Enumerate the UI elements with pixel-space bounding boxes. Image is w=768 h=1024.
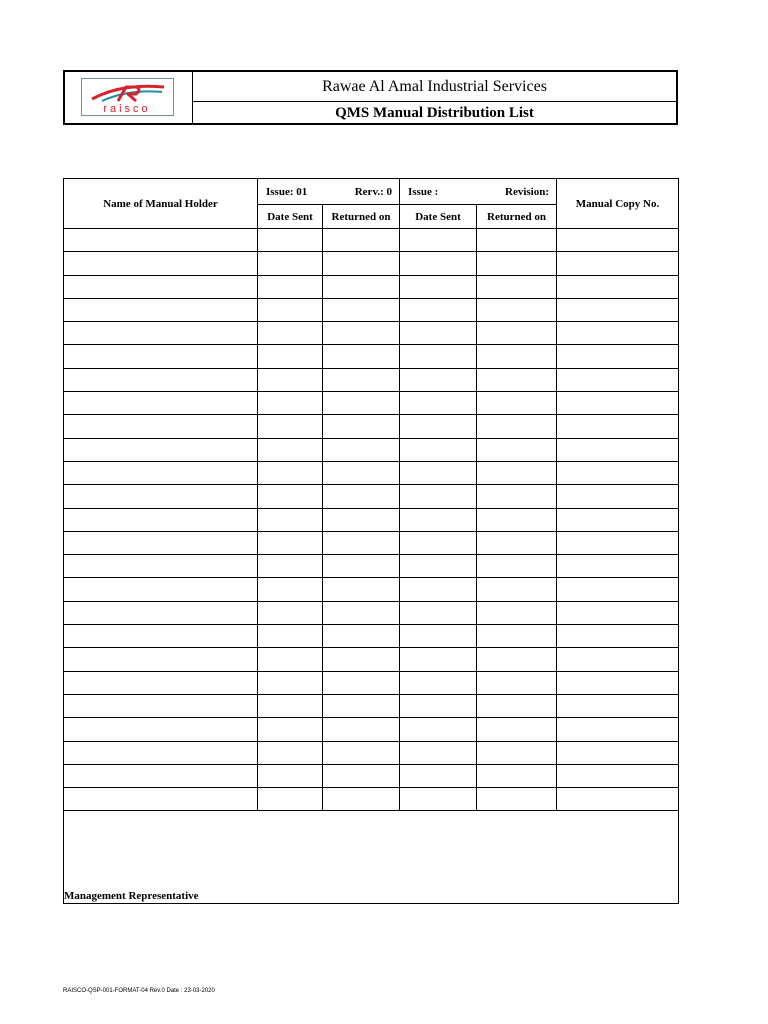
table-cell [323,275,400,298]
table-cell [64,392,258,415]
table-row [64,415,679,438]
table-cell [477,368,557,391]
table-row [64,508,679,531]
header-name-of-manual-holder: Name of Manual Holder [64,179,258,229]
table-cell [557,461,679,484]
table-row [64,555,679,578]
table-cell [64,345,258,368]
table-cell [64,485,258,508]
table-cell [258,485,323,508]
table-cell [477,741,557,764]
table-cell [557,415,679,438]
header-date-sent-2: Date Sent [400,205,477,229]
table-cell [258,578,323,601]
distribution-table [63,178,679,904]
table-cell [64,322,258,345]
table-cell [400,438,477,461]
table-cell [258,648,323,671]
table-cell [477,322,557,345]
header-returned-on-2: Returned on [477,205,557,229]
table-cell [258,438,323,461]
table-cell [557,252,679,275]
table-cell [400,485,477,508]
table-row [64,368,679,391]
table-cell [323,555,400,578]
table-cell [400,252,477,275]
raisco-logo [81,78,174,116]
table-cell [258,252,323,275]
table-cell [557,788,679,811]
table-cell [64,718,258,741]
table-cell [64,578,258,601]
document-title: QMS Manual Distribution List [335,105,534,121]
table-row [64,671,679,694]
table-cell [323,694,400,717]
table-cell [323,741,400,764]
table-cell [477,252,557,275]
table-cell [477,415,557,438]
table-cell [258,345,323,368]
table-row [64,694,679,717]
table-cell [400,461,477,484]
table-cell [557,625,679,648]
table-cell [258,275,323,298]
table-cell [258,671,323,694]
table-cell [400,694,477,717]
table-cell [477,555,557,578]
table-cell [557,438,679,461]
table-cell [400,298,477,321]
table-row [64,648,679,671]
table-cell [64,694,258,717]
logo-mark-icon [82,79,173,115]
table-cell [557,485,679,508]
table-row [64,438,679,461]
table-row [64,485,679,508]
table-cell [64,438,258,461]
table-cell [258,555,323,578]
table-cell [323,578,400,601]
header-returned-on-1: Returned on [323,205,400,229]
table-cell [477,694,557,717]
table-cell [64,764,258,787]
table-cell [400,788,477,811]
table-cell [64,275,258,298]
table-cell [400,718,477,741]
table-cell [557,531,679,554]
table-cell [64,555,258,578]
table-cell [64,788,258,811]
table-row [64,345,679,368]
table-cell [400,764,477,787]
issue-blank-label: Issue : [408,185,439,198]
table-cell [258,718,323,741]
table-cell [64,741,258,764]
table-cell [323,508,400,531]
table-cell [400,601,477,624]
table-cell [557,764,679,787]
table-cell [258,229,323,252]
table-cell [400,531,477,554]
table-cell [400,229,477,252]
document-code: RAISCO-QSP-001-FORMAT-04 Rev.0 Date : 23-03-2020 [63,988,215,994]
table-cell [477,531,557,554]
table-cell [400,648,477,671]
table-cell [258,625,323,648]
header-issue-blank [400,179,557,205]
table-cell [477,671,557,694]
table-cell [477,275,557,298]
header-issue-01 [258,179,400,205]
table-row [64,718,679,741]
table-cell [258,508,323,531]
table-row [64,601,679,624]
table-cell [323,625,400,648]
table-cell [400,415,477,438]
issue-01-label: Issue: 01 [266,185,308,198]
table-cell [400,368,477,391]
signature-area [64,811,679,904]
table-cell [477,345,557,368]
table-cell [557,345,679,368]
table-cell [557,298,679,321]
table-cell [64,671,258,694]
table-cell [400,345,477,368]
table-cell [64,508,258,531]
table-cell [323,322,400,345]
table-cell [323,415,400,438]
table-cell [323,788,400,811]
table-cell [323,485,400,508]
table-cell [323,531,400,554]
table-cell [477,392,557,415]
table-cell [64,461,258,484]
table-cell [477,438,557,461]
table-cell [323,764,400,787]
header-manual-copy-no: Manual Copy No. [557,179,679,229]
table-cell [64,229,258,252]
table-cell [323,438,400,461]
table-row [64,229,679,252]
revision-blank-label: Revision: [505,185,550,198]
table-row [64,578,679,601]
table-cell [64,298,258,321]
table-cell [258,392,323,415]
table-cell [323,392,400,415]
table-cell [477,764,557,787]
table-cell [258,788,323,811]
table-cell [477,485,557,508]
table-body [64,229,679,811]
table-cell [323,718,400,741]
table-cell [258,601,323,624]
table-row [64,531,679,554]
table-cell [400,555,477,578]
table-cell [557,275,679,298]
company-name: Rawae Al Amal Industrial Services [193,72,676,102]
table-row [64,275,679,298]
table-cell [477,508,557,531]
table-cell [64,648,258,671]
table-row [64,322,679,345]
table-cell [400,625,477,648]
table-cell [258,741,323,764]
table-cell [258,322,323,345]
table-cell [557,694,679,717]
table-cell [64,531,258,554]
table-cell [557,601,679,624]
table-cell [477,788,557,811]
table-cell [557,741,679,764]
table-cell [258,368,323,391]
table-cell [64,601,258,624]
table-cell [477,648,557,671]
table-cell [258,298,323,321]
table-cell [64,625,258,648]
table-cell [557,718,679,741]
table-cell [258,694,323,717]
table-cell [400,322,477,345]
table-row [64,461,679,484]
table-row [64,625,679,648]
table-cell [323,345,400,368]
table-cell [477,298,557,321]
table-cell [323,298,400,321]
table-cell [400,671,477,694]
table-cell [323,229,400,252]
table-cell [477,601,557,624]
table-cell [557,671,679,694]
table-cell [400,275,477,298]
table-cell [323,671,400,694]
table-cell [323,252,400,275]
table-cell [258,531,323,554]
table-cell [477,461,557,484]
table-cell [477,718,557,741]
table-row [64,252,679,275]
table-row [64,298,679,321]
table-cell [557,578,679,601]
table-cell [557,648,679,671]
table-cell [64,368,258,391]
table-cell [557,392,679,415]
table-cell [64,252,258,275]
rev-0-label: Rerv.: 0 [354,185,392,198]
table-cell [477,229,557,252]
table-cell [557,368,679,391]
table-cell [258,461,323,484]
table-cell [400,508,477,531]
table-cell [323,648,400,671]
table-cell [477,578,557,601]
table-cell [557,508,679,531]
table-cell [557,229,679,252]
table-cell [64,415,258,438]
table-row [64,764,679,787]
header-date-sent-1: Date Sent [258,205,323,229]
table-cell [477,625,557,648]
table-row [64,741,679,764]
table-cell [323,601,400,624]
table-cell [323,461,400,484]
table-cell [323,368,400,391]
table-cell [258,415,323,438]
table-row [64,788,679,811]
table-cell [400,578,477,601]
logo-cell [65,72,193,123]
table-cell [258,764,323,787]
table-cell [400,392,477,415]
table-cell [557,322,679,345]
table-cell [557,555,679,578]
table-cell [400,741,477,764]
logo-text: raisco [103,103,151,115]
table-row [64,392,679,415]
document-header [63,70,678,125]
management-representative-label: Management Representative [64,890,199,903]
